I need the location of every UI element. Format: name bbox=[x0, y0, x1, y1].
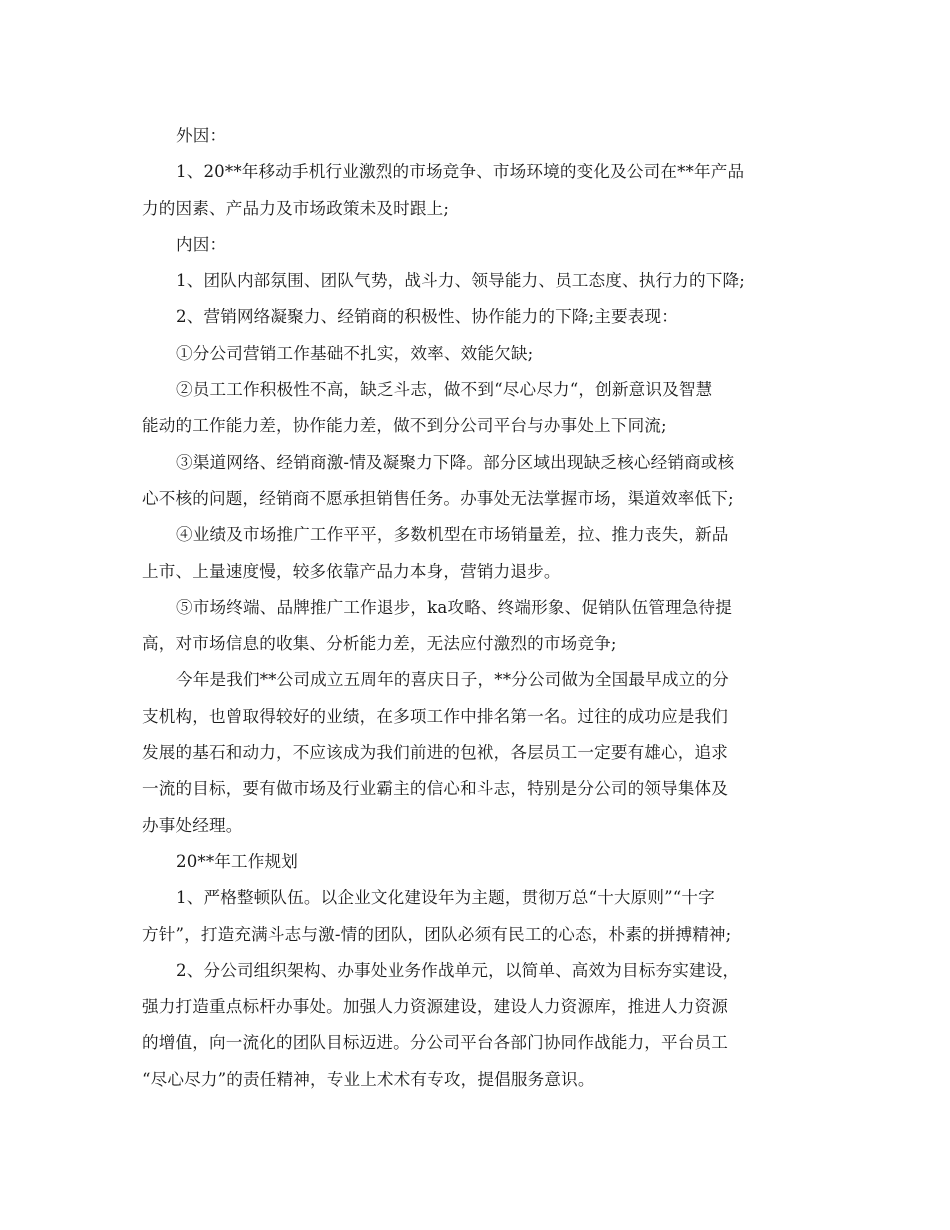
text-line: 方针”，打造充满斗志与激-情的团队，团队必须有民工的心态，朴素的拼搏精神; bbox=[142, 924, 732, 944]
text-line: 上市、上量速度慢，较多依靠产品力本身，营销力退步。 bbox=[142, 561, 561, 581]
text-line: 1、20**年移动手机行业激烈的市场竞争、市场环境的变化及公司在**年产品 bbox=[176, 162, 745, 182]
text-line: ⑤市场终端、品牌推广工作退步，ka攻略、终端形象、促销队伍管理急待提 bbox=[176, 597, 733, 617]
text-line: 1、严格整顿队伍。以企业文化建设年为主题，贯彻万总“十大原则”“十字 bbox=[176, 888, 715, 908]
text-line: “尽心尽力”的责任精神，专业上术术有专攻，提倡服务意识。 bbox=[142, 1069, 595, 1089]
text-line: 2、营销网络凝聚力、经销商的积极性、协作能力的下降;主要表现： bbox=[176, 307, 679, 327]
text-line: 能动的工作能力差，协作能力差，做不到分公司平台与办事处上下同流; bbox=[142, 416, 667, 436]
text-line: ③渠道网络、经销商激-情及凝聚力下降。部分区域出现缺乏核心经销商或核 bbox=[176, 452, 735, 472]
text-line: 心不核的问题，经销商不愿承担销售任务。办事处无法掌握市场，渠道效率低下; bbox=[142, 488, 734, 508]
text-line: ①分公司营销工作基础不扎实，效率、效能欠缺; bbox=[176, 343, 534, 363]
text-line: 内因： bbox=[176, 234, 227, 254]
text-line: 支机构，也曾取得较好的业绩，在多项工作中排名第一名。过往的成功应是我们 bbox=[142, 706, 729, 726]
text-line: 力的因素、产品力及市场政策未及时跟上; bbox=[142, 198, 450, 218]
text-line: 1、团队内部氛围、团队气势，战斗力、领导能力、员工态度、执行力的下降; bbox=[176, 271, 745, 291]
text-line: 办事处经理。 bbox=[142, 815, 243, 835]
text-line: 强力打造重点标杆办事处。加强人力资源建设，建设人力资源库，推进人力资源 bbox=[142, 997, 729, 1017]
text-line: 发展的基石和动力，不应该成为我们前进的包袱，各层员工一定要有雄心，追求 bbox=[142, 743, 729, 763]
text-line: 2、分公司组织架构、办事处业务作战单元，以简单、高效为目标夯实建设， bbox=[176, 960, 740, 980]
text-line: 一流的目标，要有做市场及行业霸主的信心和斗志，特别是分公司的领导集体及 bbox=[142, 779, 729, 799]
text-line: 的增值，向一流化的团队目标迈进。分公司平台各部门协同作战能力，平台员工 bbox=[142, 1033, 729, 1053]
document-body bbox=[142, 118, 812, 1098]
text-line: 今年是我们**公司成立五周年的喜庆日子，**分公司做为全国最早成立的分 bbox=[176, 670, 729, 690]
text-line: ④业绩及市场推广工作平平，多数机型在市场销量差，拉、推力丧失，新品 bbox=[176, 525, 729, 545]
text-line: 高，对市场信息的收集、分析能力差，无法应付激烈的市场竞争; bbox=[142, 634, 617, 654]
text-line: ②员工工作积极性不高，缺乏斗志，做不到“尽心尽力“，创新意识及智慧 bbox=[176, 380, 713, 400]
text-line: 20**年工作规划 bbox=[176, 851, 299, 871]
text-line: 外因： bbox=[176, 126, 227, 145]
